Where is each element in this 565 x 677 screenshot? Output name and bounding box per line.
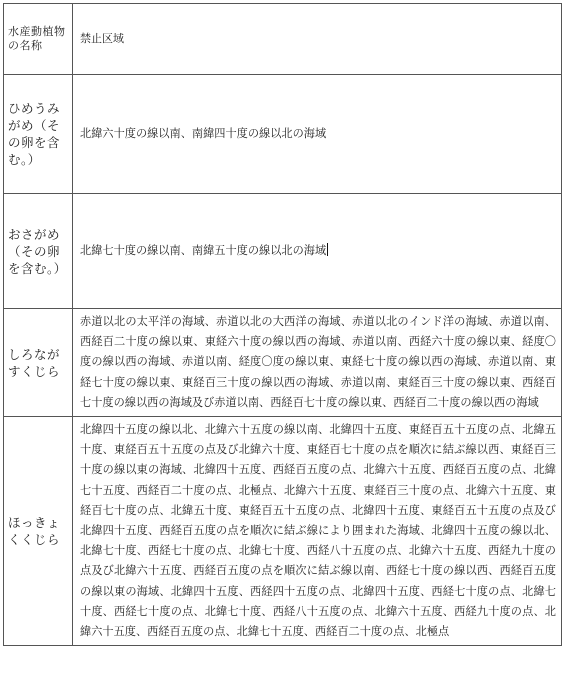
prohibited-area-text: 北緯七十度の線以南、南緯五十度の線以北の海域 [80, 243, 327, 257]
regulation-table [3, 3, 562, 646]
table-row [4, 417, 562, 646]
species-name-cell: ほっきょくくじら [4, 417, 73, 646]
header-name-cell: 水産動植物の名称 [4, 4, 73, 75]
prohibited-area-cell: 赤道以北の太平洋の海域、赤道以北の大西洋の海域、赤道以北のインド洋の海域、赤道以南、西経百二十度の線以東、東経六十度の線以西の海域、赤道以南、西経六十度の線以東、経度〇度の線以西の海域、赤道以南、経度〇度の線以東、東経七十度の線以西の海域、赤道以南、東経七十度の線以東、東経百三十度の線以西の海域、赤道以南、東経百三十度の線以東、西経百七十度の線以西の海域及び赤道以南、西経百七十度の線以東、西経百二十度の線以西の海域 [73, 309, 562, 417]
prohibited-area-cell: 北緯六十度の線以南、南緯四十度の線以北の海域 [73, 75, 562, 194]
prohibited-area-cell: 北緯四十五度の線以北、北緯六十五度の線以南、北緯四十五度、東経百五十五度の点、北緯五十度、東経百五十五度の点及び北緯六十度、東経百七十度の点を順次に結ぶ線以西、東経百三十度の線以東の海域、北緯四十五度、西経百五度の点、北緯六十五度、西経百五度の点、北緯七十五度、西経百二十度の点、北極点、北緯六十五度、東経百三十度の点、北緯六十五度、東経百七十度の点、北緯五十度、東経百五十五度の点、北緯四十五度、東経百五十五度の点及び北緯四十五度、西経百五度の点を順次に結ぶ線により囲まれた海域、北緯四十五度の線以北、北緯七十度、西経七十度の点、北緯七十度、西経八十五度の点、北緯六十五度、西経九十度の点及び北緯六十五度、西経百五度の点を順次に結ぶ線以南、西経七十度の線以西、西経百五度の線以東の海域、北緯四十五度、西経四十五度の点、北緯四十五度、西経七十度の点、北緯七十度、西経七十度の点、北緯七十度、西経八十五度の点、北緯六十五度、西経九十度の点、北緯六十五度、西経百五度の点、北緯七十五度、西経百二十度の点、北極点 [73, 417, 562, 646]
species-name-cell: おさがめ（その卵を含む。） [4, 194, 73, 309]
table-row [4, 75, 562, 194]
table-row [4, 309, 562, 417]
table-row [4, 194, 562, 309]
species-name-cell: しろながすくじら [4, 309, 73, 417]
table-header-row [4, 4, 562, 75]
text-cursor [327, 243, 328, 256]
species-name-cell: ひめうみがめ（その卵を含む。） [4, 75, 73, 194]
header-area-cell: 禁止区域 [73, 4, 562, 75]
prohibited-area-cell[interactable] [73, 194, 562, 309]
